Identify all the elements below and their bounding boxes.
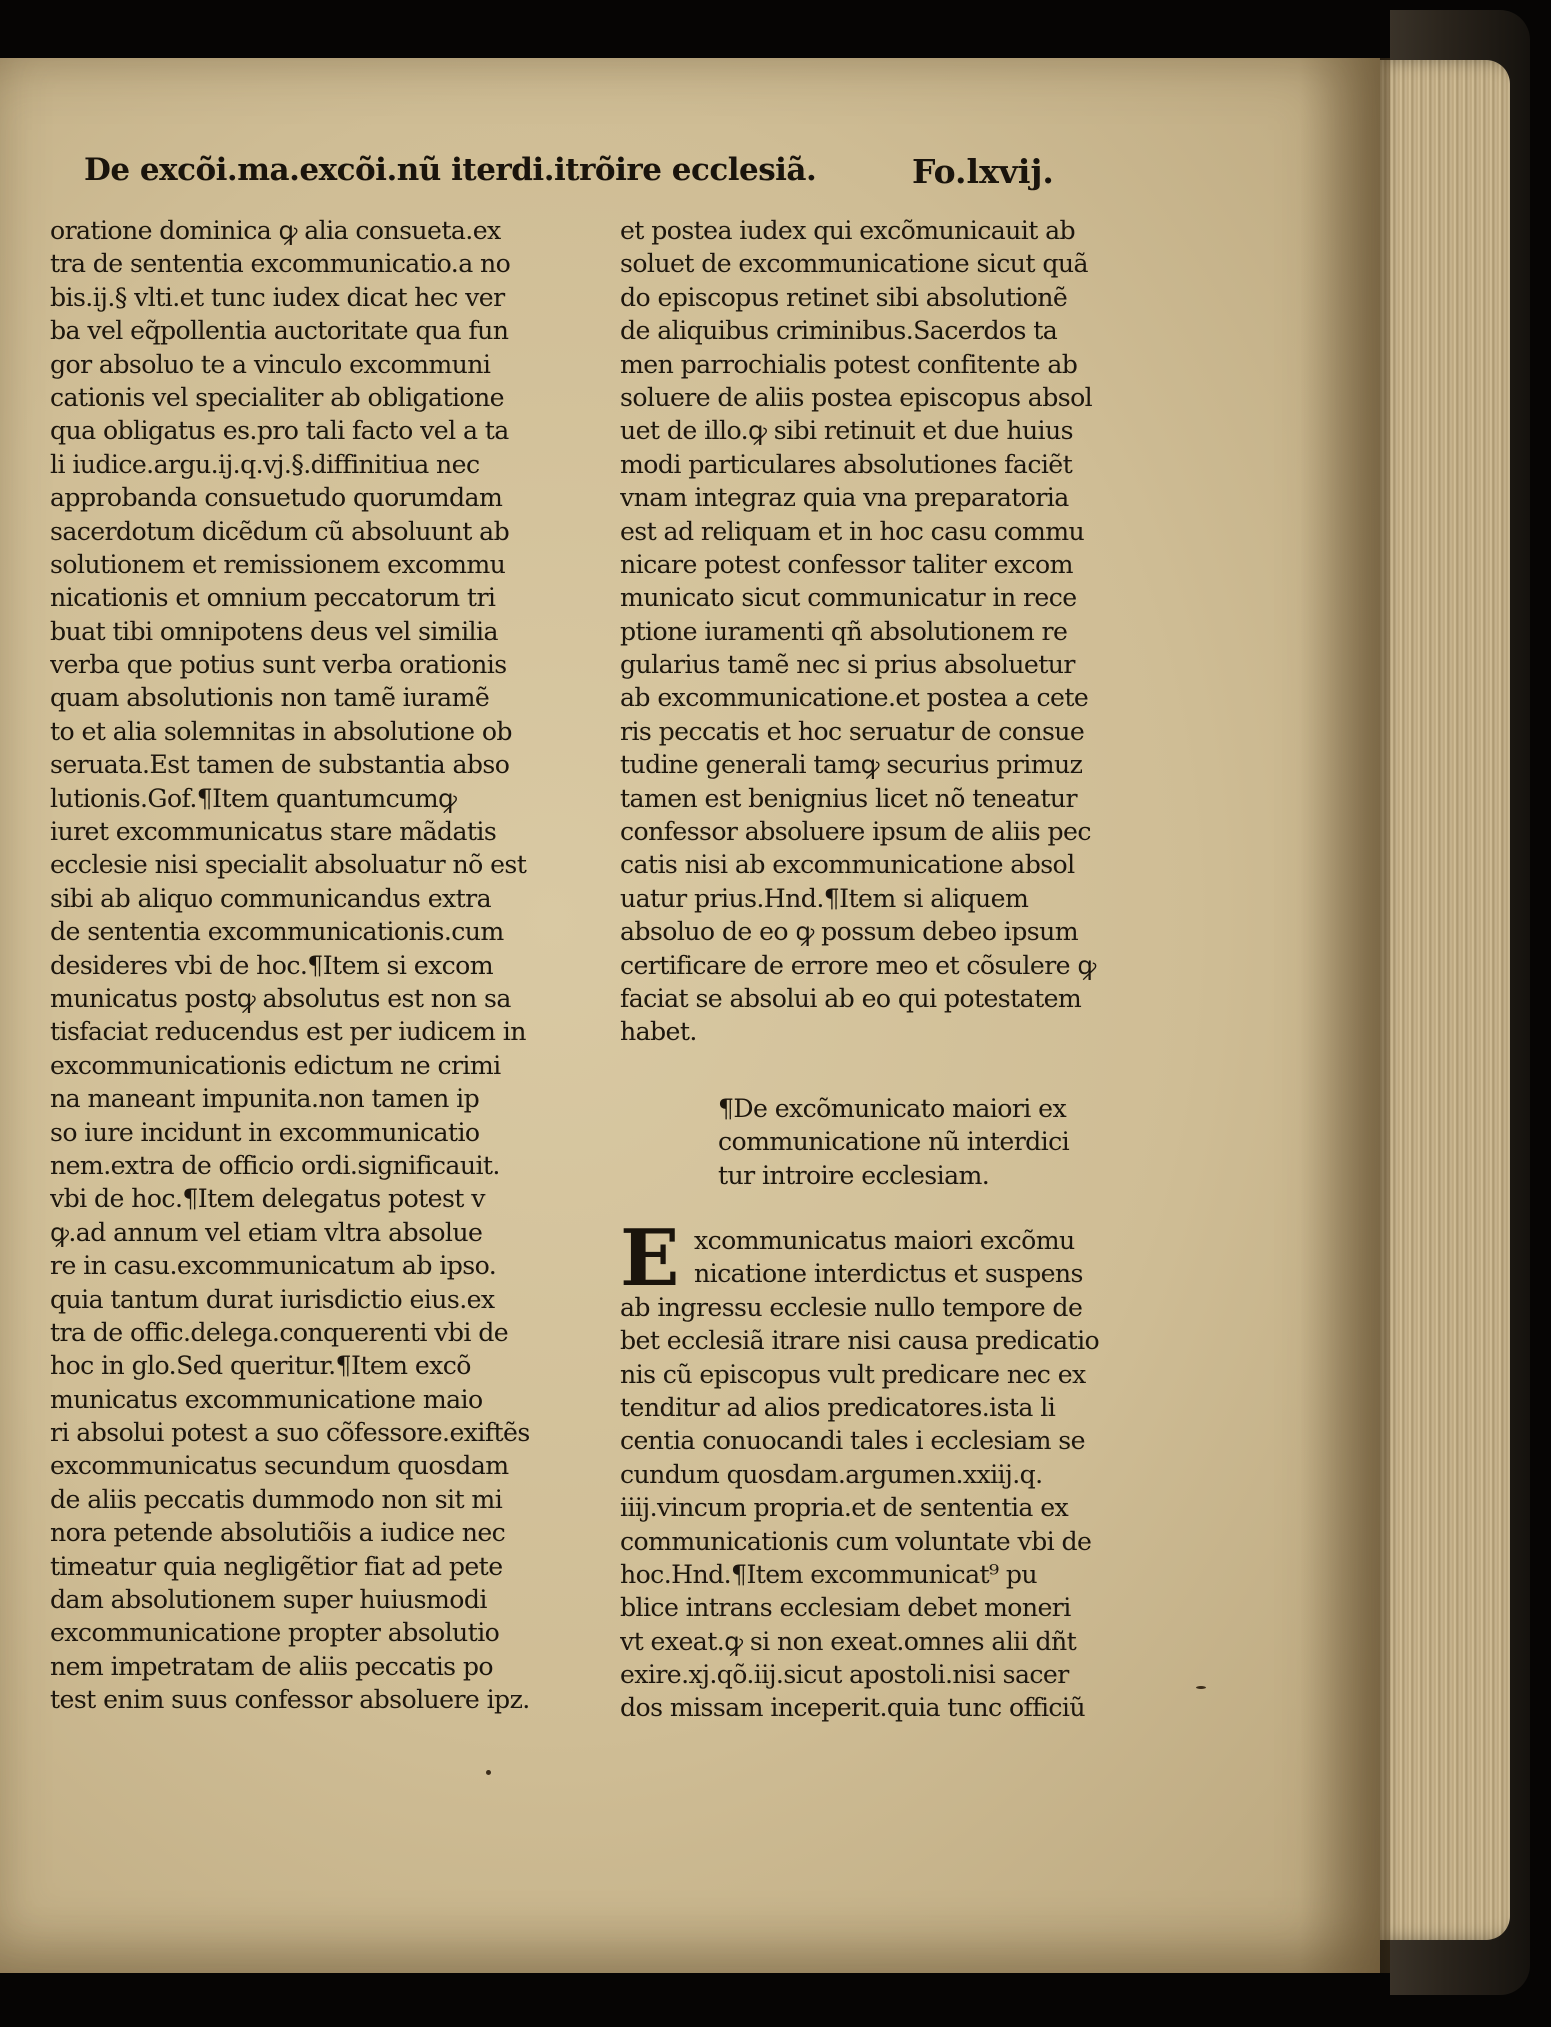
text-line: et postea iudex qui excõmunicauit ab bbox=[620, 216, 1076, 245]
text-line: re in casu.excommunicatum ab ipso. bbox=[50, 1251, 497, 1281]
text-line: cationis vel specialiter ab obligatione bbox=[50, 382, 504, 412]
right-column-lower bbox=[620, 1213, 1180, 1725]
text-line: de aliis peccatis dummodo non sit mi bbox=[50, 1484, 503, 1514]
text-line: oratione dominica ꝙ alia consueta.ex bbox=[50, 216, 501, 245]
text-line: confessor absoluere ipsum de aliis pec bbox=[620, 817, 1091, 847]
folio-number: Fo.lxvij. bbox=[912, 152, 1054, 191]
text-line: solutionem et remissionem excommu bbox=[50, 549, 506, 579]
text-line: centia conuocandi tales i ecclesiam se bbox=[620, 1426, 1085, 1456]
text-line: municatus postꝙ absolutus est non sa bbox=[50, 983, 511, 1013]
text-line: iiij.vincum propria.et de sententia ex bbox=[620, 1493, 1069, 1523]
text-line: quam absolutionis non tamẽ iuramẽ bbox=[50, 683, 490, 713]
text-line: vnam integraz quia vna preparatoria bbox=[620, 483, 1069, 513]
text-line: ab ingressu ecclesie nullo tempore de bbox=[620, 1292, 1083, 1322]
text-line: do episcopus retinet sibi absolutionẽ bbox=[620, 282, 1068, 312]
text-line: hoc.Hnd.¶Item excommunicat⁹ pu bbox=[620, 1559, 1038, 1589]
left-column bbox=[50, 214, 602, 1717]
text-line: excommunicatione propter absolutio bbox=[50, 1618, 500, 1648]
text-line: li iudice.argu.ij.q.vj.§.diffinitiua nec bbox=[50, 449, 480, 479]
text-line: habet. bbox=[620, 1017, 697, 1047]
text-line: catis nisi ab excommunicatione absol bbox=[620, 850, 1075, 880]
text-line: tudine generali tamꝙ securius primuz bbox=[620, 750, 1083, 780]
text-line: ri absolui potest a suo cõfessore.exiftẽs bbox=[50, 1418, 530, 1448]
text-line: tur introire ecclesiam. bbox=[718, 1160, 990, 1190]
text-line: so iure incidunt in excommunicatio bbox=[50, 1117, 480, 1147]
text-line: ecclesie nisi specialit absoluatur nõ est bbox=[50, 850, 527, 880]
text-line: ptione iuramenti qñ absolutionem re bbox=[620, 616, 1068, 646]
text-line: men parrochialis potest confitente ab bbox=[620, 349, 1078, 379]
text-line: dos missam inceperit.quia tunc officiũ bbox=[620, 1693, 1086, 1723]
text-line: de aliquibus criminibus.Sacerdos ta bbox=[620, 316, 1058, 346]
text-line: sibi ab aliquo communicandus extra bbox=[50, 883, 492, 913]
text-line: dam absolutionem super huiusmodi bbox=[50, 1585, 487, 1615]
text-line: nicationis et omnium peccatorum tri bbox=[50, 583, 496, 613]
text-line: nicatione interdictus et suspens bbox=[694, 1259, 1083, 1289]
text-line: lutionis.Gof.¶Item quantumcumꝙ bbox=[50, 783, 457, 813]
text-line: verba que potius sunt verba orationis bbox=[50, 650, 507, 680]
text-line: gor absoluo te a vinculo excommuni bbox=[50, 349, 491, 379]
text-line: blice intrans ecclesiam debet moneri bbox=[620, 1593, 1071, 1623]
page-shadow bbox=[1300, 58, 1390, 1973]
text-line: sacerdotum dicẽdum cũ absoluunt ab bbox=[50, 516, 510, 546]
text-line: uatur prius.Hnd.¶Item si aliquem bbox=[620, 883, 1029, 913]
text-line: ris peccatis et hoc seruatur de consue bbox=[620, 716, 1085, 746]
text-line: ab excommunicatione.et postea a cete bbox=[620, 683, 1089, 713]
text-line: certificare de errore meo et cõsulere ꝙ bbox=[620, 950, 1096, 980]
text-line: tamen est benignius licet nõ teneatur bbox=[620, 783, 1077, 813]
text-line: tra de offic.delega.conquerenti vbi de bbox=[50, 1317, 509, 1347]
ink-speck bbox=[486, 1770, 491, 1775]
text-line: ba vel eq̃pollentia auctoritate qua fun bbox=[50, 316, 509, 346]
text-line: absoluo de eo ꝙ possum debeo ipsum bbox=[620, 917, 1079, 947]
text-line: gularius tamẽ nec si prius absoluetur bbox=[620, 650, 1075, 680]
text-line: exire.xj.qõ.iij.sicut apostoli.nisi sacer bbox=[620, 1660, 1069, 1690]
text-line: uet de illo.ꝙ sibi retinuit et due huius bbox=[620, 416, 1073, 446]
running-head: De excõi.ma.excõi.nũ iterdi.itrõire ecclesiã. bbox=[84, 152, 817, 188]
text-line: quia tantum durat iurisdictio eius.ex bbox=[50, 1284, 495, 1314]
text-line: nem.extra de officio ordi.significauit. bbox=[50, 1150, 500, 1180]
section-heading bbox=[718, 1092, 1178, 1192]
text-line: bis.ij.§ vlti.et tunc iudex dicat hec ver bbox=[50, 282, 505, 312]
text-line: tenditur ad alios predicatores.ista li bbox=[620, 1392, 1056, 1422]
text-line: nem impetratam de aliis peccatis po bbox=[50, 1651, 494, 1681]
text-line: iuret excommunicatus stare mãdatis bbox=[50, 817, 497, 847]
text-line: cundum quosdam.argumen.xxiij.q. bbox=[620, 1459, 1043, 1489]
text-line: nicare potest confessor taliter excom bbox=[620, 549, 1073, 579]
text-line: vt exeat.ꝙ si non exeat.omnes alii dñt bbox=[620, 1626, 1077, 1656]
text-line: qua obligatus es.pro tali facto vel a ta bbox=[50, 416, 509, 446]
text-line: est ad reliquam et in hoc casu commu bbox=[620, 516, 1085, 546]
text-line: to et alia solemnitas in absolutione ob bbox=[50, 716, 512, 746]
decorated-initial: E bbox=[620, 1213, 680, 1304]
text-line: nora petende absolutiõis a iudice nec bbox=[50, 1518, 506, 1548]
text-line: desideres vbi de hoc.¶Item si excom bbox=[50, 950, 494, 980]
text-line: communicationis cum voluntate vbi de bbox=[620, 1526, 1092, 1556]
text-line: timeatur quia negligẽtior fiat ad pete bbox=[50, 1551, 503, 1581]
text-line: approbanda consuetudo quorumdam bbox=[50, 483, 503, 513]
text-line: na maneant impunita.non tamen ip bbox=[50, 1084, 480, 1114]
text-line: ¶De excõmunicato maiori ex bbox=[718, 1094, 1067, 1123]
text-line: test enim suus confessor absoluere ipz. bbox=[50, 1685, 530, 1715]
text-line: municato sicut communicatur in rece bbox=[620, 583, 1077, 613]
text-line: soluere de aliis postea episcopus absol bbox=[620, 382, 1093, 412]
text-line: hoc in glo.Sed queritur.¶Item excõ bbox=[50, 1351, 471, 1381]
text-line: buat tibi omnipotens deus vel similia bbox=[50, 616, 498, 646]
text-line: de sententia excommunicationis.cum bbox=[50, 917, 504, 947]
text-line: tisfaciat reducendus est per iudicem in bbox=[50, 1017, 526, 1047]
right-column bbox=[620, 214, 1172, 1049]
text-line: excommunicationis edictum ne crimi bbox=[50, 1050, 501, 1080]
text-line: bet ecclesiã itrare nisi causa predicatio bbox=[620, 1326, 1100, 1356]
text-line: faciat se absolui ab eo qui potestatem bbox=[620, 983, 1082, 1013]
text-line: communicatione nũ interdici bbox=[718, 1127, 1070, 1157]
text-line: modi particulares absolutiones faciẽt bbox=[620, 449, 1073, 479]
text-line: tra de sententia excommunicatio.a no bbox=[50, 249, 511, 279]
text-line: nis cũ episcopus vult predicare nec ex bbox=[620, 1359, 1086, 1389]
text-line: vbi de hoc.¶Item delegatus potest v bbox=[50, 1184, 485, 1214]
ink-speck bbox=[1196, 1686, 1206, 1689]
text-line: soluet de excommunicatione sicut quã bbox=[620, 249, 1088, 279]
page-edges bbox=[1370, 60, 1510, 1940]
text-line: seruata.Est tamen de substantia abso bbox=[50, 750, 510, 780]
text-line: municatus excommunicatione maio bbox=[50, 1384, 483, 1414]
text-line: ꝙ.ad annum vel etiam vltra absolue bbox=[50, 1217, 483, 1247]
text-line: excommunicatus secundum quosdam bbox=[50, 1451, 509, 1481]
text-line: xcommunicatus maiori excõmu bbox=[694, 1226, 1075, 1255]
